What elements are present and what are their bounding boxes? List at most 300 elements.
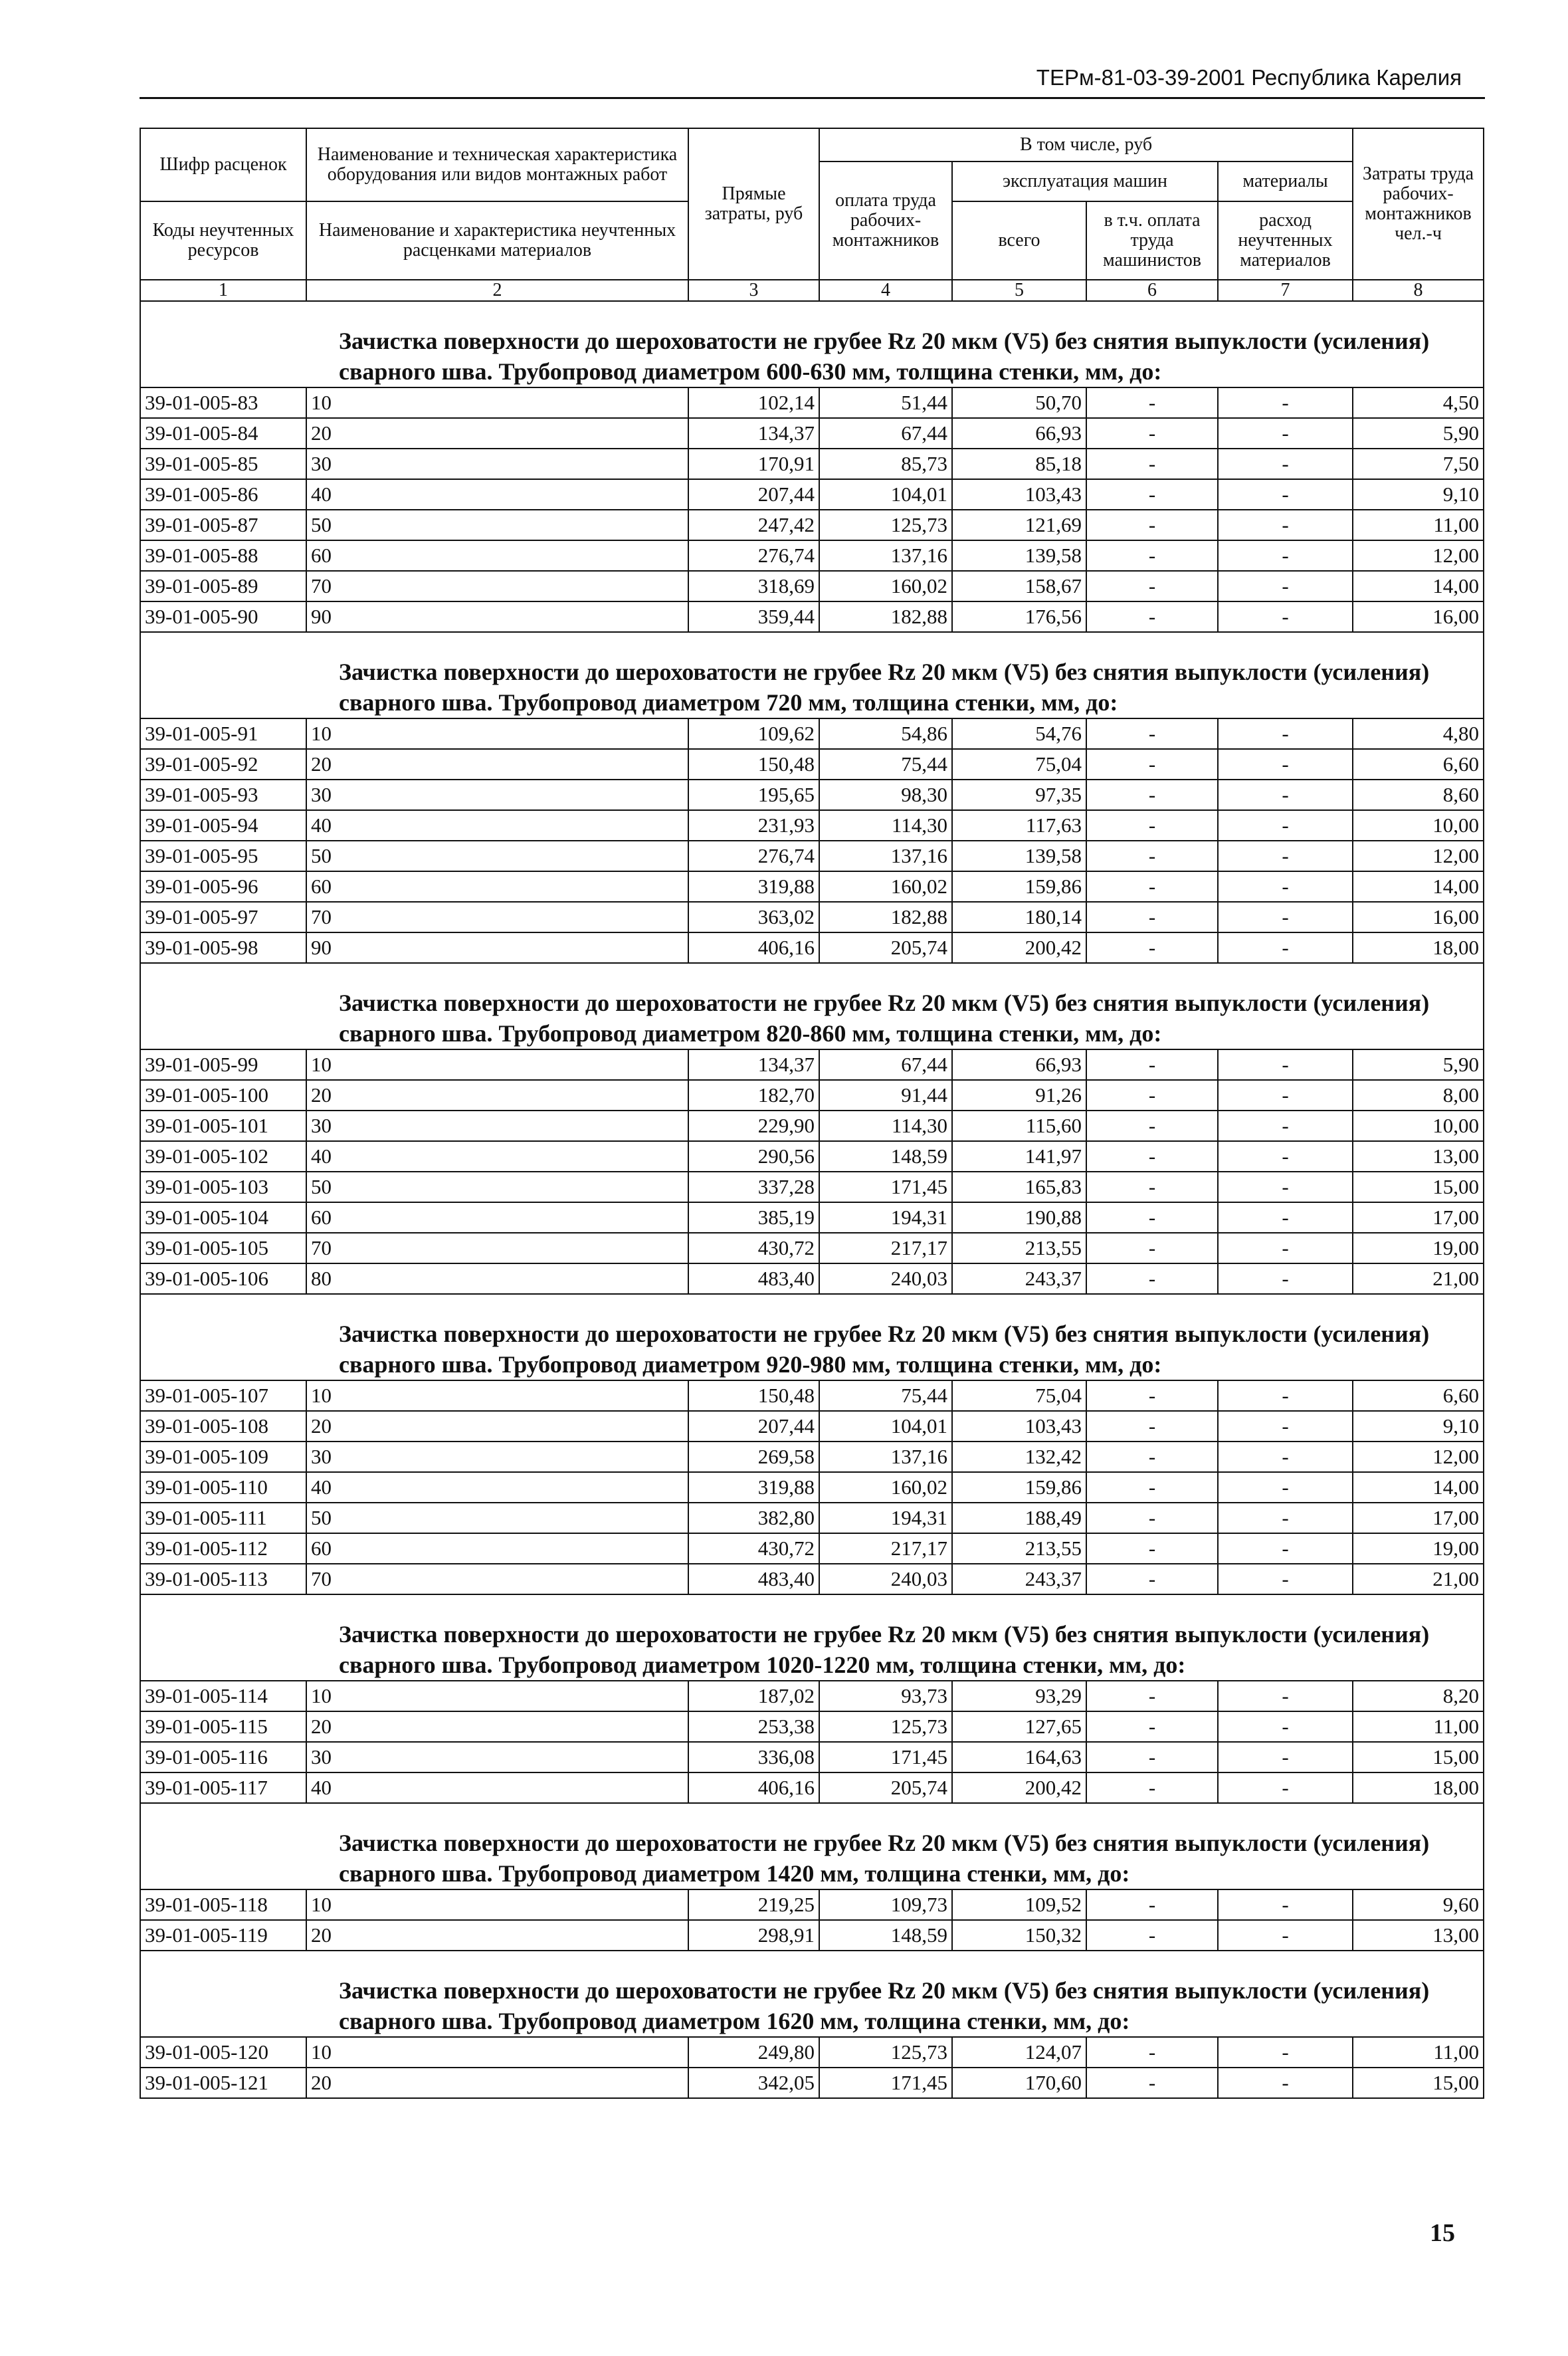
machinists-pay-cell: -: [1086, 601, 1218, 632]
header-machinists-pay: в т.ч. оплата труда машинистов: [1086, 201, 1218, 280]
labor-hours-cell: 19,00: [1353, 1533, 1484, 1564]
machinists-pay-cell: -: [1086, 1442, 1218, 1472]
machines-total-cell: 75,04: [952, 1380, 1086, 1411]
wall-thickness-cell: 70: [306, 1233, 688, 1263]
direct-costs-cell: 231,93: [688, 810, 819, 841]
wall-thickness-cell: 70: [306, 1564, 688, 1594]
machinists-pay-cell: -: [1086, 1141, 1218, 1172]
labor-hours-cell: 17,00: [1353, 1202, 1484, 1233]
section-title: Зачистка поверхности до шероховатости не грубее Rz 20 мкм (V5) без снятия выпуклости (усиления) сварного шва. Трубопровод диаметром 1420 мм, толщина стенки, мм, до:: [140, 1803, 1484, 1889]
materials-usage-cell: -: [1218, 780, 1353, 810]
machines-total-cell: 243,37: [952, 1263, 1086, 1294]
rate-code-cell: 39-01-005-116: [140, 1742, 306, 1772]
direct-costs-cell: 207,44: [688, 1411, 819, 1442]
table-row: [140, 1533, 1484, 1564]
labor-hours-cell: 4,80: [1353, 718, 1484, 749]
table-row: [140, 1742, 1484, 1772]
materials-usage-cell: -: [1218, 810, 1353, 841]
section-heading-row: [140, 1594, 1484, 1681]
workers-pay-cell: 160,02: [819, 571, 952, 601]
machinists-pay-cell: -: [1086, 749, 1218, 780]
direct-costs-cell: 182,70: [688, 1080, 819, 1111]
table-row: [140, 601, 1484, 632]
machinists-pay-cell: -: [1086, 1920, 1218, 1951]
section-title: Зачистка поверхности до шероховатости не грубее Rz 20 мкм (V5) без снятия выпуклости (усиления) сварного шва. Трубопровод диаметром 720 мм, толщина стенки, мм, до:: [140, 632, 1484, 718]
machines-total-cell: 115,60: [952, 1111, 1086, 1141]
rate-code-cell: 39-01-005-104: [140, 1202, 306, 1233]
workers-pay-cell: 148,59: [819, 1920, 952, 1951]
workers-pay-cell: 93,73: [819, 1681, 952, 1711]
labor-hours-cell: 13,00: [1353, 1920, 1484, 1951]
labor-hours-cell: 8,60: [1353, 780, 1484, 810]
header-rate-code: Шифр расценок: [140, 128, 306, 201]
machines-total-cell: 66,93: [952, 1049, 1086, 1080]
rate-code-cell: 39-01-005-99: [140, 1049, 306, 1080]
direct-costs-cell: 382,80: [688, 1503, 819, 1533]
wall-thickness-cell: 60: [306, 871, 688, 902]
header-including: В том числе, руб: [819, 128, 1353, 161]
machines-total-cell: 213,55: [952, 1533, 1086, 1564]
workers-pay-cell: 171,45: [819, 2068, 952, 2098]
machines-total-cell: 213,55: [952, 1233, 1086, 1263]
table-row: [140, 1472, 1484, 1503]
rate-code-cell: 39-01-005-102: [140, 1141, 306, 1172]
workers-pay-cell: 91,44: [819, 1080, 952, 1111]
materials-usage-cell: -: [1218, 2037, 1353, 2068]
column-number: 5: [952, 280, 1086, 301]
wall-thickness-cell: 60: [306, 540, 688, 571]
labor-hours-cell: 11,00: [1353, 510, 1484, 540]
workers-pay-cell: 67,44: [819, 418, 952, 449]
column-number: 8: [1353, 280, 1484, 301]
machines-total-cell: 150,32: [952, 1920, 1086, 1951]
wall-thickness-cell: 30: [306, 449, 688, 479]
direct-costs-cell: 150,48: [688, 749, 819, 780]
direct-costs-cell: 483,40: [688, 1263, 819, 1294]
direct-costs-cell: 134,37: [688, 418, 819, 449]
header-machines: эксплуатация машин: [952, 161, 1218, 201]
header-rule: [140, 97, 1485, 99]
wall-thickness-cell: 20: [306, 1711, 688, 1742]
direct-costs-cell: 109,62: [688, 718, 819, 749]
materials-usage-cell: -: [1218, 2068, 1353, 2098]
machines-total-cell: 121,69: [952, 510, 1086, 540]
direct-costs-cell: 249,80: [688, 2037, 819, 2068]
wall-thickness-cell: 40: [306, 1141, 688, 1172]
rate-code-cell: 39-01-005-113: [140, 1564, 306, 1594]
rate-code-cell: 39-01-005-94: [140, 810, 306, 841]
wall-thickness-cell: 10: [306, 718, 688, 749]
table-row: [140, 2037, 1484, 2068]
workers-pay-cell: 85,73: [819, 449, 952, 479]
direct-costs-cell: 219,25: [688, 1889, 819, 1920]
table-row: [140, 1380, 1484, 1411]
workers-pay-cell: 114,30: [819, 1111, 952, 1141]
labor-hours-cell: 5,90: [1353, 418, 1484, 449]
wall-thickness-cell: 50: [306, 1172, 688, 1202]
machinists-pay-cell: -: [1086, 1202, 1218, 1233]
workers-pay-cell: 125,73: [819, 510, 952, 540]
wall-thickness-cell: 30: [306, 1442, 688, 1472]
rates-table: [140, 128, 1484, 2099]
direct-costs-cell: 406,16: [688, 932, 819, 963]
header-direct-costs: Прямые затраты, руб: [688, 128, 819, 280]
header-workers-pay: оплата труда рабочих-монтажников: [819, 161, 952, 280]
section-heading-row: [140, 1803, 1484, 1889]
machines-total-cell: 170,60: [952, 2068, 1086, 2098]
labor-hours-cell: 15,00: [1353, 1172, 1484, 1202]
labor-hours-cell: 9,10: [1353, 479, 1484, 510]
rate-code-cell: 39-01-005-112: [140, 1533, 306, 1564]
table-row: [140, 1263, 1484, 1294]
materials-usage-cell: -: [1218, 1172, 1353, 1202]
labor-hours-cell: 8,20: [1353, 1681, 1484, 1711]
machinists-pay-cell: -: [1086, 2068, 1218, 2098]
machines-total-cell: 103,43: [952, 479, 1086, 510]
direct-costs-cell: 319,88: [688, 1472, 819, 1503]
rate-code-cell: 39-01-005-91: [140, 718, 306, 749]
table-row: [140, 1233, 1484, 1263]
machinists-pay-cell: -: [1086, 449, 1218, 479]
table-row: [140, 449, 1484, 479]
labor-hours-cell: 5,90: [1353, 1049, 1484, 1080]
direct-costs-cell: 269,58: [688, 1442, 819, 1472]
section-heading-row: [140, 1951, 1484, 2037]
direct-costs-cell: 359,44: [688, 601, 819, 632]
labor-hours-cell: 15,00: [1353, 2068, 1484, 2098]
machines-total-cell: 132,42: [952, 1442, 1086, 1472]
table-row: [140, 1111, 1484, 1141]
wall-thickness-cell: 50: [306, 841, 688, 871]
machines-total-cell: 200,42: [952, 1772, 1086, 1803]
direct-costs-cell: 102,14: [688, 387, 819, 418]
materials-usage-cell: -: [1218, 1533, 1353, 1564]
machines-total-cell: 158,67: [952, 571, 1086, 601]
labor-hours-cell: 4,50: [1353, 387, 1484, 418]
workers-pay-cell: 109,73: [819, 1889, 952, 1920]
materials-usage-cell: -: [1218, 1111, 1353, 1141]
table-row: [140, 510, 1484, 540]
machines-total-cell: 159,86: [952, 871, 1086, 902]
workers-pay-cell: 171,45: [819, 1742, 952, 1772]
wall-thickness-cell: 50: [306, 1503, 688, 1533]
workers-pay-cell: 205,74: [819, 932, 952, 963]
labor-hours-cell: 11,00: [1353, 2037, 1484, 2068]
machinists-pay-cell: -: [1086, 780, 1218, 810]
materials-usage-cell: -: [1218, 902, 1353, 932]
machinists-pay-cell: -: [1086, 718, 1218, 749]
column-number: 4: [819, 280, 952, 301]
wall-thickness-cell: 10: [306, 1049, 688, 1080]
table-row: [140, 571, 1484, 601]
machinists-pay-cell: -: [1086, 2037, 1218, 2068]
workers-pay-cell: 217,17: [819, 1233, 952, 1263]
rate-code-cell: 39-01-005-115: [140, 1711, 306, 1742]
machinists-pay-cell: -: [1086, 1503, 1218, 1533]
machines-total-cell: 93,29: [952, 1681, 1086, 1711]
materials-usage-cell: -: [1218, 871, 1353, 902]
table-row: [140, 540, 1484, 571]
wall-thickness-cell: 90: [306, 932, 688, 963]
wall-thickness-cell: 20: [306, 418, 688, 449]
rate-code-cell: 39-01-005-89: [140, 571, 306, 601]
materials-usage-cell: -: [1218, 1742, 1353, 1772]
materials-usage-cell: -: [1218, 749, 1353, 780]
table-row: [140, 1172, 1484, 1202]
direct-costs-cell: 290,56: [688, 1141, 819, 1172]
machines-total-cell: 180,14: [952, 902, 1086, 932]
labor-hours-cell: 12,00: [1353, 540, 1484, 571]
materials-usage-cell: -: [1218, 1442, 1353, 1472]
materials-usage-cell: -: [1218, 540, 1353, 571]
wall-thickness-cell: 20: [306, 1920, 688, 1951]
wall-thickness-cell: 70: [306, 571, 688, 601]
machines-total-cell: 97,35: [952, 780, 1086, 810]
materials-usage-cell: -: [1218, 418, 1353, 449]
machinists-pay-cell: -: [1086, 1411, 1218, 1442]
wall-thickness-cell: 80: [306, 1263, 688, 1294]
table-row: [140, 2068, 1484, 2098]
machinists-pay-cell: -: [1086, 1889, 1218, 1920]
machines-total-cell: 243,37: [952, 1564, 1086, 1594]
machinists-pay-cell: -: [1086, 932, 1218, 963]
workers-pay-cell: 160,02: [819, 871, 952, 902]
machinists-pay-cell: -: [1086, 1742, 1218, 1772]
wall-thickness-cell: 10: [306, 1889, 688, 1920]
materials-usage-cell: -: [1218, 449, 1353, 479]
machines-total-cell: 124,07: [952, 2037, 1086, 2068]
machinists-pay-cell: -: [1086, 902, 1218, 932]
direct-costs-cell: 229,90: [688, 1111, 819, 1141]
materials-usage-cell: -: [1218, 387, 1353, 418]
wall-thickness-cell: 10: [306, 2037, 688, 2068]
machinists-pay-cell: -: [1086, 841, 1218, 871]
direct-costs-cell: 430,72: [688, 1233, 819, 1263]
materials-usage-cell: -: [1218, 1411, 1353, 1442]
wall-thickness-cell: 50: [306, 510, 688, 540]
rate-code-cell: 39-01-005-98: [140, 932, 306, 963]
table-row: [140, 418, 1484, 449]
rate-code-cell: 39-01-005-111: [140, 1503, 306, 1533]
materials-usage-cell: -: [1218, 1141, 1353, 1172]
machinists-pay-cell: -: [1086, 479, 1218, 510]
rate-code-cell: 39-01-005-120: [140, 2037, 306, 2068]
wall-thickness-cell: 10: [306, 1380, 688, 1411]
machines-total-cell: 190,88: [952, 1202, 1086, 1233]
direct-costs-cell: 385,19: [688, 1202, 819, 1233]
rate-code-cell: 39-01-005-85: [140, 449, 306, 479]
header-materials: материалы: [1218, 161, 1353, 201]
table-row: [140, 1889, 1484, 1920]
rate-code-cell: 39-01-005-95: [140, 841, 306, 871]
workers-pay-cell: 240,03: [819, 1263, 952, 1294]
rate-code-cell: 39-01-005-92: [140, 749, 306, 780]
section-heading-row: [140, 632, 1484, 718]
table-row: [140, 749, 1484, 780]
table-row: [140, 1080, 1484, 1111]
machinists-pay-cell: -: [1086, 387, 1218, 418]
wall-thickness-cell: 60: [306, 1202, 688, 1233]
rate-code-cell: 39-01-005-114: [140, 1681, 306, 1711]
direct-costs-cell: 247,42: [688, 510, 819, 540]
rate-code-cell: 39-01-005-96: [140, 871, 306, 902]
machines-total-cell: 164,63: [952, 1742, 1086, 1772]
machines-total-cell: 54,76: [952, 718, 1086, 749]
labor-hours-cell: 13,00: [1353, 1141, 1484, 1172]
workers-pay-cell: 98,30: [819, 780, 952, 810]
column-number: 3: [688, 280, 819, 301]
workers-pay-cell: 171,45: [819, 1172, 952, 1202]
machines-total-cell: 103,43: [952, 1411, 1086, 1442]
machines-total-cell: 200,42: [952, 932, 1086, 963]
machinists-pay-cell: -: [1086, 571, 1218, 601]
labor-hours-cell: 12,00: [1353, 841, 1484, 871]
wall-thickness-cell: 10: [306, 387, 688, 418]
direct-costs-cell: 134,37: [688, 1049, 819, 1080]
materials-usage-cell: -: [1218, 1472, 1353, 1503]
page-number: 15: [1430, 2219, 1455, 2247]
rate-code-cell: 39-01-005-118: [140, 1889, 306, 1920]
labor-hours-cell: 14,00: [1353, 571, 1484, 601]
direct-costs-cell: 298,91: [688, 1920, 819, 1951]
materials-usage-cell: -: [1218, 1711, 1353, 1742]
workers-pay-cell: 67,44: [819, 1049, 952, 1080]
rate-code-cell: 39-01-005-90: [140, 601, 306, 632]
labor-hours-cell: 7,50: [1353, 449, 1484, 479]
section-heading-row: [140, 1294, 1484, 1380]
rate-code-cell: 39-01-005-105: [140, 1233, 306, 1263]
rate-code-cell: 39-01-005-106: [140, 1263, 306, 1294]
labor-hours-cell: 14,00: [1353, 871, 1484, 902]
table-row: [140, 780, 1484, 810]
rate-code-cell: 39-01-005-110: [140, 1472, 306, 1503]
table-row: [140, 841, 1484, 871]
column-number: 1: [140, 280, 306, 301]
direct-costs-cell: 150,48: [688, 1380, 819, 1411]
direct-costs-cell: 170,91: [688, 449, 819, 479]
workers-pay-cell: 240,03: [819, 1564, 952, 1594]
direct-costs-cell: 207,44: [688, 479, 819, 510]
materials-usage-cell: -: [1218, 1080, 1353, 1111]
direct-costs-cell: 276,74: [688, 540, 819, 571]
table-row: [140, 932, 1484, 963]
wall-thickness-cell: 40: [306, 479, 688, 510]
materials-usage-cell: -: [1218, 479, 1353, 510]
machines-total-cell: 91,26: [952, 1080, 1086, 1111]
direct-costs-cell: 319,88: [688, 871, 819, 902]
direct-costs-cell: 406,16: [688, 1772, 819, 1803]
workers-pay-cell: 217,17: [819, 1533, 952, 1564]
machinists-pay-cell: -: [1086, 1533, 1218, 1564]
materials-usage-cell: -: [1218, 1681, 1353, 1711]
wall-thickness-cell: 40: [306, 1472, 688, 1503]
workers-pay-cell: 194,31: [819, 1503, 952, 1533]
labor-hours-cell: 12,00: [1353, 1442, 1484, 1472]
machines-total-cell: 139,58: [952, 841, 1086, 871]
labor-hours-cell: 10,00: [1353, 1111, 1484, 1141]
column-number: 2: [306, 280, 688, 301]
section-heading-row: [140, 963, 1484, 1049]
labor-hours-cell: 14,00: [1353, 1472, 1484, 1503]
workers-pay-cell: 137,16: [819, 1442, 952, 1472]
direct-costs-cell: 195,65: [688, 780, 819, 810]
table-row: [140, 1411, 1484, 1442]
wall-thickness-cell: 30: [306, 1742, 688, 1772]
materials-usage-cell: -: [1218, 1380, 1353, 1411]
materials-usage-cell: -: [1218, 1049, 1353, 1080]
table-row: [140, 1920, 1484, 1951]
machinists-pay-cell: -: [1086, 1111, 1218, 1141]
table-row: [140, 479, 1484, 510]
materials-usage-cell: -: [1218, 1772, 1353, 1803]
table-row: [140, 1503, 1484, 1533]
wall-thickness-cell: 70: [306, 902, 688, 932]
table-row: [140, 810, 1484, 841]
workers-pay-cell: 182,88: [819, 902, 952, 932]
direct-costs-cell: 336,08: [688, 1742, 819, 1772]
machines-total-cell: 127,65: [952, 1711, 1086, 1742]
rate-code-cell: 39-01-005-97: [140, 902, 306, 932]
document-header: ТЕРм-81-03-39-2001 Республика Карелия: [1036, 65, 1462, 90]
machines-total-cell: 139,58: [952, 540, 1086, 571]
workers-pay-cell: 75,44: [819, 1380, 952, 1411]
machines-total-cell: 109,52: [952, 1889, 1086, 1920]
rate-code-cell: 39-01-005-100: [140, 1080, 306, 1111]
machinists-pay-cell: -: [1086, 810, 1218, 841]
direct-costs-cell: 363,02: [688, 902, 819, 932]
wall-thickness-cell: 30: [306, 1111, 688, 1141]
labor-hours-cell: 21,00: [1353, 1564, 1484, 1594]
header-machines-total: всего: [952, 201, 1086, 280]
wall-thickness-cell: 90: [306, 601, 688, 632]
labor-hours-cell: 6,60: [1353, 749, 1484, 780]
column-number: 7: [1218, 280, 1353, 301]
workers-pay-cell: 104,01: [819, 479, 952, 510]
machines-total-cell: 117,63: [952, 810, 1086, 841]
machinists-pay-cell: -: [1086, 1380, 1218, 1411]
materials-usage-cell: -: [1218, 510, 1353, 540]
direct-costs-cell: 318,69: [688, 571, 819, 601]
table-row: [140, 871, 1484, 902]
rate-code-cell: 39-01-005-117: [140, 1772, 306, 1803]
table-row: [140, 1772, 1484, 1803]
rate-code-cell: 39-01-005-107: [140, 1380, 306, 1411]
materials-usage-cell: -: [1218, 601, 1353, 632]
rate-code-cell: 39-01-005-83: [140, 387, 306, 418]
wall-thickness-cell: 10: [306, 1681, 688, 1711]
table-row: [140, 1141, 1484, 1172]
table-body: [140, 301, 1484, 2098]
materials-usage-cell: -: [1218, 1920, 1353, 1951]
machinists-pay-cell: -: [1086, 540, 1218, 571]
header-labor-hours: Затраты труда рабочих-монтажников чел.-ч: [1353, 128, 1484, 280]
machinists-pay-cell: -: [1086, 1472, 1218, 1503]
labor-hours-cell: 11,00: [1353, 1711, 1484, 1742]
labor-hours-cell: 18,00: [1353, 932, 1484, 963]
table-row: [140, 1711, 1484, 1742]
machines-total-cell: 141,97: [952, 1141, 1086, 1172]
wall-thickness-cell: 20: [306, 749, 688, 780]
machinists-pay-cell: -: [1086, 1681, 1218, 1711]
materials-usage-cell: -: [1218, 1263, 1353, 1294]
header-materials-name: Наименование и характеристика неучтенных расценками материалов: [306, 201, 688, 280]
section-title: Зачистка поверхности до шероховатости не грубее Rz 20 мкм (V5) без снятия выпуклости (усиления) сварного шва. Трубопровод диаметром 600-630 мм, толщина стенки, мм, до:: [140, 301, 1484, 387]
labor-hours-cell: 21,00: [1353, 1263, 1484, 1294]
materials-usage-cell: -: [1218, 932, 1353, 963]
table-row: [140, 1681, 1484, 1711]
machines-total-cell: 176,56: [952, 601, 1086, 632]
machinists-pay-cell: -: [1086, 1564, 1218, 1594]
